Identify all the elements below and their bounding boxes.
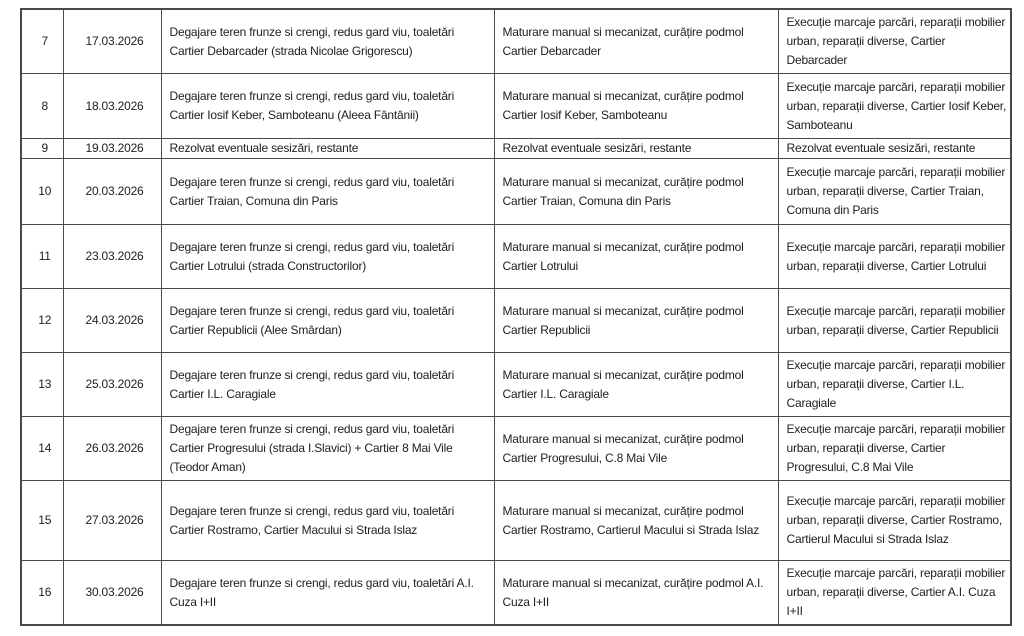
row-number-cell: 13 — [21, 353, 63, 417]
activity-executie-cell: Execuție marcaje parcări, reparații mobilier urban, reparații diverse, Cartier Rostramo, Cartierul Macului si Strada Islaz — [778, 481, 1011, 561]
table-row — [21, 9, 1011, 74]
table-row — [21, 417, 1011, 481]
activity-maturare-cell: Maturare manual si mecanizat, curățire podmol Cartier Debarcader — [494, 9, 778, 74]
row-number-cell: 15 — [21, 481, 63, 561]
date-cell: 18.03.2026 — [63, 74, 161, 139]
activity-degajare-cell: Degajare teren frunze si crengi, redus gard viu, toaletări Cartier Debarcader (strada Nicolae Grigorescu) — [161, 9, 494, 74]
activity-degajare-cell: Degajare teren frunze si crengi, redus gard viu, toaletări A.I. Cuza I+II — [161, 561, 494, 626]
row-number-cell: 8 — [21, 74, 63, 139]
activity-maturare-cell: Maturare manual si mecanizat, curățire podmol Cartier Lotrului — [494, 225, 778, 289]
schedule-table — [20, 8, 1012, 626]
activity-executie-cell: Execuție marcaje parcări, reparații mobilier urban, reparații diverse, Cartier Progresului, C.8 Mai Vile — [778, 417, 1011, 481]
activity-executie-cell: Execuție marcaje parcări, reparații mobilier urban, reparații diverse, Cartier I.L. Caragiale — [778, 353, 1011, 417]
activity-maturare-cell: Maturare manual si mecanizat, curățire podmol Cartier Rostramo, Cartierul Macului si Strada Islaz — [494, 481, 778, 561]
activity-degajare-cell: Degajare teren frunze si crengi, redus gard viu, toaletări Cartier Progresului (strada I.Slavici) + Cartier 8 Mai Vile (Teodor Aman) — [161, 417, 494, 481]
row-number-cell: 14 — [21, 417, 63, 481]
date-cell: 24.03.2026 — [63, 289, 161, 353]
activity-degajare-cell: Degajare teren frunze si crengi, redus gard viu, toaletări Cartier Lotrului (strada Constructorilor) — [161, 225, 494, 289]
table-row — [21, 159, 1011, 225]
table-row — [21, 481, 1011, 561]
activity-maturare-cell: Maturare manual si mecanizat, curățire podmol Cartier Progresului, C.8 Mai Vile — [494, 417, 778, 481]
activity-executie-cell: Execuție marcaje parcări, reparații mobilier urban, reparații diverse, Cartier Traian, Comuna din Paris — [778, 159, 1011, 225]
table-row — [21, 74, 1011, 139]
activity-executie-cell: Execuție marcaje parcări, reparații mobilier urban, reparații diverse, Cartier Iosif Keber, Samboteanu — [778, 74, 1011, 139]
activity-degajare-cell: Degajare teren frunze si crengi, redus gard viu, toaletări Cartier Traian, Comuna din Paris — [161, 159, 494, 225]
table-row — [21, 225, 1011, 289]
row-number-cell: 7 — [21, 9, 63, 74]
activity-degajare-cell: Rezolvat eventuale sesizări, restante — [161, 139, 494, 159]
activity-maturare-cell: Maturare manual si mecanizat, curățire podmol Cartier Iosif Keber, Samboteanu — [494, 74, 778, 139]
activity-degajare-cell: Degajare teren frunze si crengi, redus gard viu, toaletări Cartier Republicii (Alee Smârdan) — [161, 289, 494, 353]
date-cell: 20.03.2026 — [63, 159, 161, 225]
activity-maturare-cell: Maturare manual si mecanizat, curățire podmol Cartier Republicii — [494, 289, 778, 353]
table-row — [21, 561, 1011, 626]
date-cell: 17.03.2026 — [63, 9, 161, 74]
row-number-cell: 9 — [21, 139, 63, 159]
document-page — [0, 8, 1024, 636]
date-cell: 25.03.2026 — [63, 353, 161, 417]
activity-maturare-cell: Rezolvat eventuale sesizări, restante — [494, 139, 778, 159]
date-cell: 23.03.2026 — [63, 225, 161, 289]
activity-maturare-cell: Maturare manual si mecanizat, curățire podmol A.I. Cuza I+II — [494, 561, 778, 626]
row-number-cell: 12 — [21, 289, 63, 353]
activity-executie-cell: Execuție marcaje parcări, reparații mobilier urban, reparații diverse, Cartier Republicii — [778, 289, 1011, 353]
row-number-cell: 11 — [21, 225, 63, 289]
date-cell: 27.03.2026 — [63, 481, 161, 561]
row-number-cell: 10 — [21, 159, 63, 225]
date-cell: 30.03.2026 — [63, 561, 161, 626]
activity-degajare-cell: Degajare teren frunze si crengi, redus gard viu, toaletări Cartier I.L. Caragiale — [161, 353, 494, 417]
activity-executie-cell: Execuție marcaje parcări, reparații mobilier urban, reparații diverse, Cartier Debarcader — [778, 9, 1011, 74]
activity-maturare-cell: Maturare manual si mecanizat, curățire podmol Cartier Traian, Comuna din Paris — [494, 159, 778, 225]
table-row — [21, 139, 1011, 159]
date-cell: 19.03.2026 — [63, 139, 161, 159]
activity-executie-cell: Execuție marcaje parcări, reparații mobilier urban, reparații diverse, Cartier Lotrului — [778, 225, 1011, 289]
row-number-cell: 16 — [21, 561, 63, 626]
activity-executie-cell: Execuție marcaje parcări, reparații mobilier urban, reparații diverse, Cartier A.I. Cuza I+II — [778, 561, 1011, 626]
activity-executie-cell: Rezolvat eventuale sesizări, restante — [778, 139, 1011, 159]
table-row — [21, 353, 1011, 417]
date-cell: 26.03.2026 — [63, 417, 161, 481]
table-row — [21, 289, 1011, 353]
activity-degajare-cell: Degajare teren frunze si crengi, redus gard viu, toaletări Cartier Rostramo, Cartier Macului si Strada Islaz — [161, 481, 494, 561]
activity-degajare-cell: Degajare teren frunze si crengi, redus gard viu, toaletări Cartier Iosif Keber, Samboteanu (Aleea Fântânii) — [161, 74, 494, 139]
activity-maturare-cell: Maturare manual si mecanizat, curățire podmol Cartier I.L. Caragiale — [494, 353, 778, 417]
